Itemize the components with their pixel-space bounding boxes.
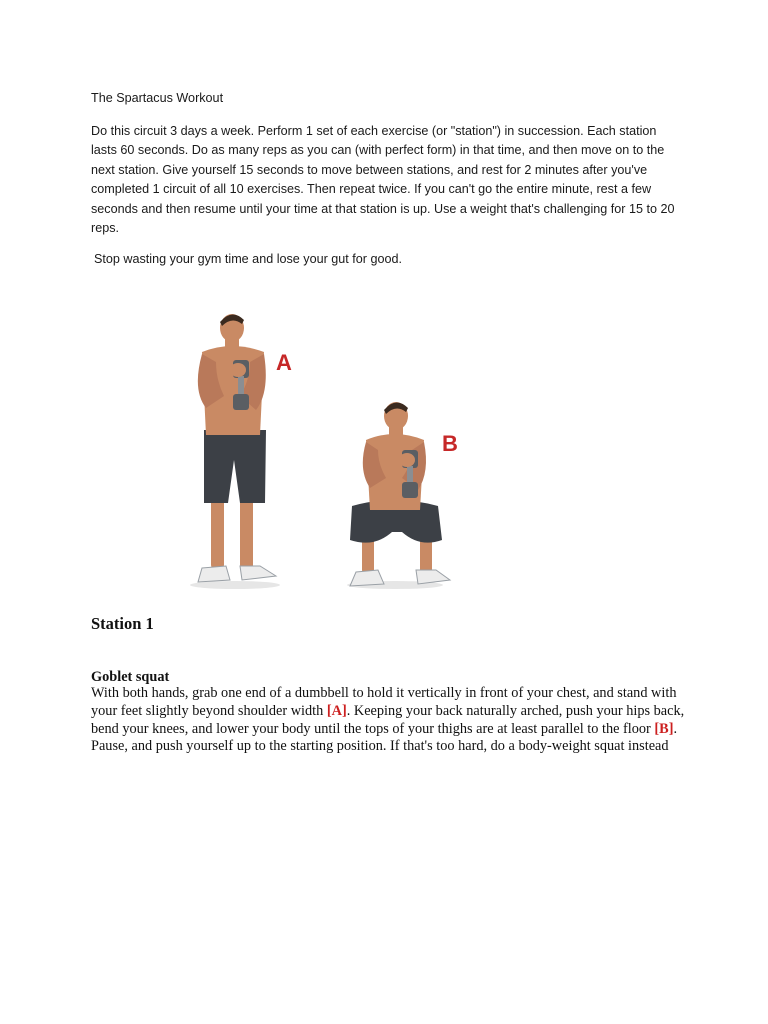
station-heading: Station 1 bbox=[91, 614, 154, 633]
intro-paragraph: Do this circuit 3 days a week. Perform 1 set of each exercise (or "station") in succession. Each station lasts 60 seconds. Do as many reps as you can (with perfect form) in that time, and then move on to the next station. Give yourself 15 seconds to move between stations, and rest for 2 minutes after you've completed 1 circuit of all 10 exercises. Then repeat twice. If you can't go the entire minute, rest a few seconds and then resume until your time at that station is up. Use a weight that's challenging for 15 to 20 reps. bbox=[91, 124, 675, 236]
reference-b: [B] bbox=[654, 720, 674, 737]
squatting-athlete bbox=[347, 402, 450, 589]
description-text: . Pause, and push yourself up to the starting position. If that's too hard, do a body-weight squat instead bbox=[91, 720, 678, 755]
description-text: . Keeping your back naturally arched, push your hips back, bend your knees, and lower your body until the tops of your thighs are at least parallel to the floor bbox=[91, 702, 685, 737]
figure-label-b: B bbox=[442, 431, 458, 456]
description-text: With both hands, grab one end of a dumbbell to hold it vertically in front of your chest, and stand with your feet slightly beyond shoulder width bbox=[91, 685, 677, 719]
goblet-squat-illustration bbox=[180, 310, 480, 595]
standing-athlete bbox=[190, 314, 280, 589]
reference-a: [A] bbox=[326, 702, 347, 719]
exercise-figure bbox=[180, 310, 480, 595]
exercise-name: Goblet squat bbox=[91, 669, 170, 685]
document-title: The Spartacus Workout bbox=[91, 91, 224, 105]
exercise-description bbox=[91, 685, 691, 756]
figure-label-a: A bbox=[276, 350, 292, 375]
tagline: Stop wasting your gym time and lose your gut for good. bbox=[94, 252, 403, 266]
